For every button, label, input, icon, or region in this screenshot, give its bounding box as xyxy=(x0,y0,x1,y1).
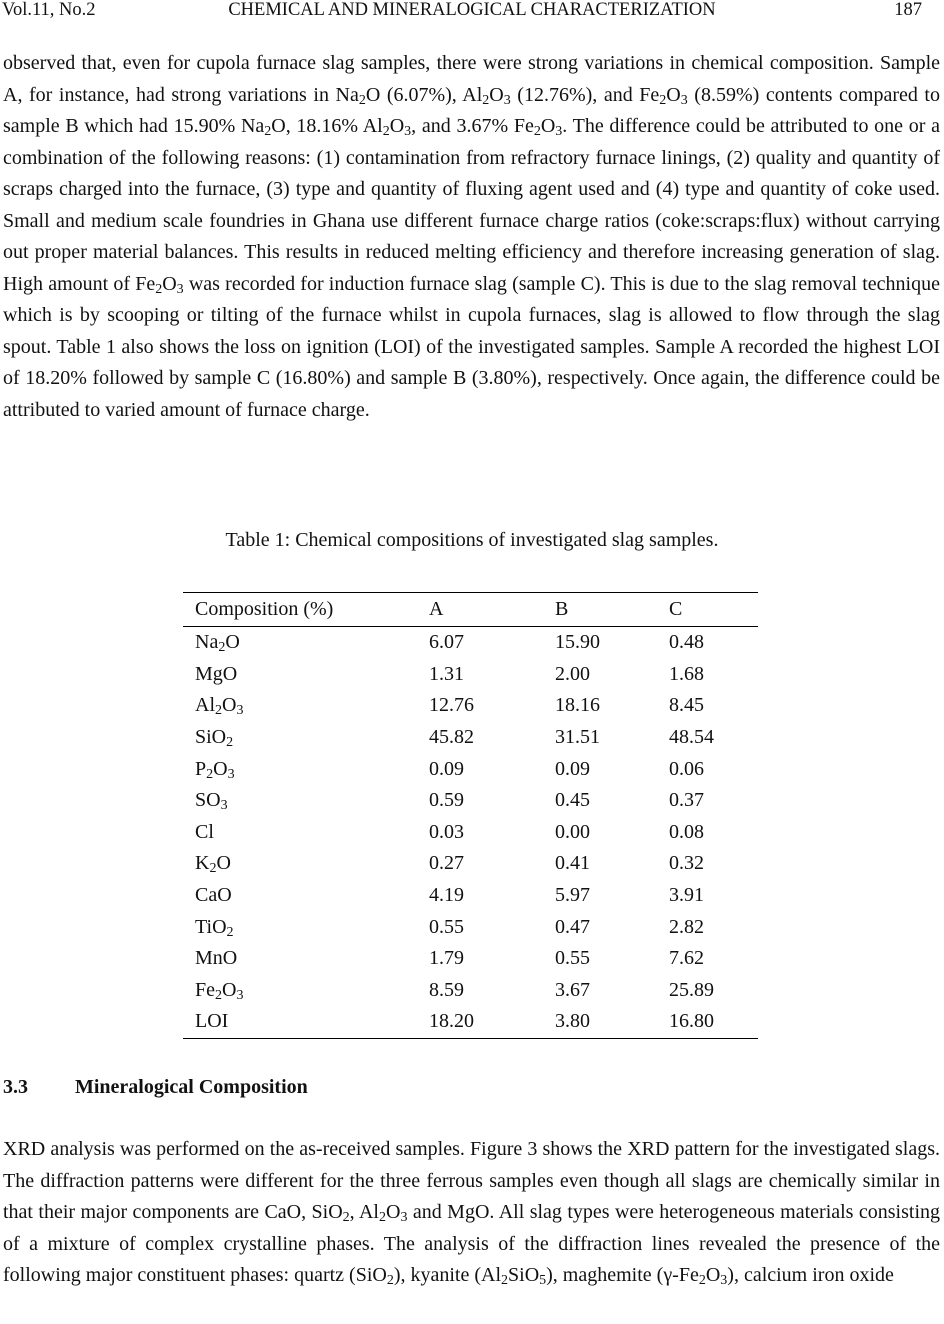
table-row xyxy=(183,848,758,880)
running-header xyxy=(0,0,944,22)
value-cell: 0.08 xyxy=(669,820,704,843)
table-caption: Table 1: Chemical compositions of investigated slag samples. xyxy=(225,529,719,551)
value-cell: 0.09 xyxy=(555,757,590,780)
compound-cell: $Fe_2O_3$ xyxy=(195,978,244,1003)
value-cell: 18.16 xyxy=(555,694,600,717)
table-header-row xyxy=(183,593,758,627)
value-cell: 6.07 xyxy=(429,631,464,654)
value-cell: 1.79 xyxy=(429,947,464,970)
composition-table xyxy=(183,592,758,1039)
body-paragraph: observed that, even for cupola furnace slag samples, there were strong variations in chemical composition. Sample A, for instance, had strong variations in $Na_2O$ (6.07%), $Al_2O_3$ (12.76%), and $Fe_2O_3$ (8.59%) contents compared to sample B which had 15.90% $Na_2O$, 18.16% $Al_2O_3$, and 3.67% $Fe_2O_3$. The difference could be attributed to one or a combination of the following reasons: (1) contamination from refractory furnace linings, (2) quality and quantity of scraps charged into the furnace, (3) type and quantity of fluxing agent used and (4) type and quantity of coke used. Small and medium scale foundries in Ghana use different furnace charge ratios (coke:scraps:flux) without carrying out proper material balances. This results in reduced melting efficiency and therefore increasing generation of slag. High amount of $Fe_2O_3$ was recorded for induction furnace slag (sample C). This is due to the slag removal technique which is by scooping or tilting of the furnace whilst in cupola furnaces, slag is allowed to flow through the slag spout. Table 1 also shows the loss on ignition (LOI) of the investigated samples. Sample A recorded the highest LOI of 18.20% followed by sample C (16.80%) and sample B (3.80%), respectively. Once again, the difference could be attributed to varied amount of furnace charge. xyxy=(3,52,940,421)
table-row xyxy=(183,753,758,785)
table-row xyxy=(183,785,758,817)
value-cell: 0.00 xyxy=(555,820,590,843)
compound-cell: $P_2O_3$ xyxy=(195,757,235,782)
value-cell: 16.80 xyxy=(669,1010,714,1033)
value-cell: 0.59 xyxy=(429,789,464,812)
value-cell: 0.27 xyxy=(429,852,464,875)
running-title: CHEMICAL AND MINERALOGICAL CHARACTERIZATION xyxy=(228,0,716,20)
compound-cell: $K_2O$ xyxy=(195,852,231,877)
value-cell: 25.89 xyxy=(669,978,714,1001)
value-cell: 0.47 xyxy=(555,915,590,938)
table-row xyxy=(183,911,758,943)
section-title: Mineralogical Composition xyxy=(75,1076,308,1098)
journal-volume: Vol.11, No.2 xyxy=(2,0,96,20)
value-cell: 3.91 xyxy=(669,884,704,907)
value-cell: 2.00 xyxy=(555,662,590,685)
column-header: Composition (%) xyxy=(195,598,334,620)
compound-cell: MnO xyxy=(195,947,238,970)
value-cell: 0.55 xyxy=(429,915,464,938)
value-cell: 0.48 xyxy=(669,631,704,654)
compound-cell: MgO xyxy=(195,662,238,685)
table-body xyxy=(183,627,758,1039)
value-cell: 7.62 xyxy=(669,947,704,970)
table-row xyxy=(183,975,758,1007)
table-row xyxy=(183,880,758,912)
compound-cell: $Al_2O_3$ xyxy=(195,694,244,719)
value-cell: 8.45 xyxy=(669,694,704,717)
value-cell: 0.45 xyxy=(555,789,590,812)
value-cell: 45.82 xyxy=(429,726,474,749)
compound-cell: $Na_2O$ xyxy=(195,631,240,656)
value-cell: 0.03 xyxy=(429,820,464,843)
value-cell: 0.06 xyxy=(669,757,704,780)
value-cell: 0.09 xyxy=(429,757,464,780)
compound-cell: $SO_3$ xyxy=(195,789,228,814)
section-number: 3.3 xyxy=(3,1076,28,1098)
column-header: B xyxy=(555,598,569,620)
compound-cell: LOI xyxy=(195,1010,229,1033)
value-cell: 0.37 xyxy=(669,789,704,812)
table-row xyxy=(183,690,758,722)
section-heading xyxy=(3,1076,308,1099)
value-cell: 8.59 xyxy=(429,978,464,1001)
value-cell: 0.41 xyxy=(555,852,590,875)
value-cell: 4.19 xyxy=(429,884,464,907)
value-cell: 3.80 xyxy=(555,1010,590,1033)
table-row xyxy=(183,627,758,659)
value-cell: 15.90 xyxy=(555,631,600,654)
value-cell: 1.31 xyxy=(429,662,464,685)
page-number: 187 xyxy=(894,0,922,20)
compound-cell: SiO$_2$ xyxy=(195,726,234,751)
value-cell: 31.51 xyxy=(555,726,600,749)
column-header: A xyxy=(429,598,444,620)
body-paragraph: XRD analysis was performed on the as-received samples. Figure 3 shows the XRD pattern for the investigated slags. The diffraction patterns were different for the three ferrous samples even though all slags are chemically similar in that their major components are CaO, SiO$_2$, $Al_2O_3$ and MgO. All slag types were heterogeneous materials consisting of a mixture of complex crystalline phases. The analysis of the diffraction lines revealed the presence of the following major constituent phases: quartz (SiO$_2$), kyanite $(Al_2SiO_5)$, maghemite $(\gamma-Fe_2O_3)$, calcium iron oxide xyxy=(3,1138,941,1288)
value-cell: 1.68 xyxy=(669,662,704,685)
table-row xyxy=(183,943,758,975)
value-cell: 0.55 xyxy=(555,947,590,970)
column-header: C xyxy=(669,598,683,620)
value-cell: 5.97 xyxy=(555,884,590,907)
compound-cell: TiO$_2$ xyxy=(195,915,234,940)
value-cell: 0.32 xyxy=(669,852,704,875)
value-cell: 3.67 xyxy=(555,978,590,1001)
compound-cell: CaO xyxy=(195,884,232,907)
value-cell: 48.54 xyxy=(669,726,714,749)
table-row xyxy=(183,1006,758,1038)
value-cell: 12.76 xyxy=(429,694,474,717)
table-row xyxy=(183,722,758,754)
table-row xyxy=(183,659,758,691)
table-row xyxy=(183,817,758,849)
value-cell: 2.82 xyxy=(669,915,704,938)
compound-cell: Cl xyxy=(195,820,214,843)
value-cell: 18.20 xyxy=(429,1010,474,1033)
